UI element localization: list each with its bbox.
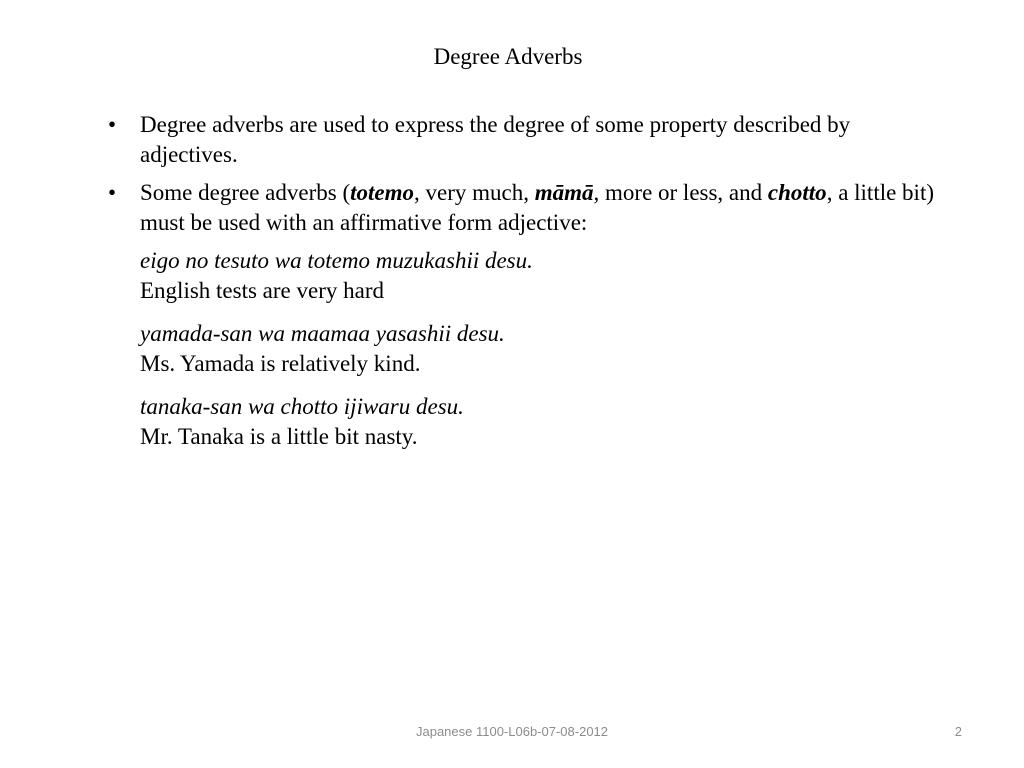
slide-body xyxy=(108,110,948,465)
bullet-item xyxy=(108,110,948,170)
example-japanese: yamada-san wa maamaa yasashii desu. xyxy=(140,321,505,346)
example-sentence xyxy=(140,319,948,379)
bullet-marker: • xyxy=(108,112,117,137)
adverb-mama: māmā xyxy=(534,180,594,205)
bullet-text-part: , a little bit) must be used with an affirmative form adjective: xyxy=(140,180,934,235)
bullet-item xyxy=(108,178,948,238)
bullet-marker: • xyxy=(108,180,117,205)
adverb-chotto: chotto xyxy=(767,180,827,205)
bullet-text xyxy=(140,178,948,238)
adverb-totemo: totemo xyxy=(350,180,415,205)
example-sentence xyxy=(140,246,948,306)
bullet-text-part: , more or less, and xyxy=(593,180,768,205)
example-english: Ms. Yamada is relatively kind. xyxy=(140,351,421,376)
example-japanese: eigo no tesuto wa totemo muzukashii desu. xyxy=(140,248,533,273)
page-number: 2 xyxy=(954,724,962,739)
bullet-text-part: Some degree adverbs ( xyxy=(140,180,351,205)
slide-title: Degree Adverbs xyxy=(433,44,583,69)
example-english: English tests are very hard xyxy=(140,278,384,303)
example-sentence xyxy=(140,392,948,452)
footer-text: Japanese 1100-L06b-07-08-2012 xyxy=(415,724,609,739)
bullet-text: Degree adverbs are used to express the degree of some property described by adjectives. xyxy=(140,112,851,167)
bullet-text-part: , very much, xyxy=(414,180,535,205)
example-japanese: tanaka-san wa chotto ijiwaru desu. xyxy=(140,394,464,419)
example-english: Mr. Tanaka is a little bit nasty. xyxy=(140,424,418,449)
